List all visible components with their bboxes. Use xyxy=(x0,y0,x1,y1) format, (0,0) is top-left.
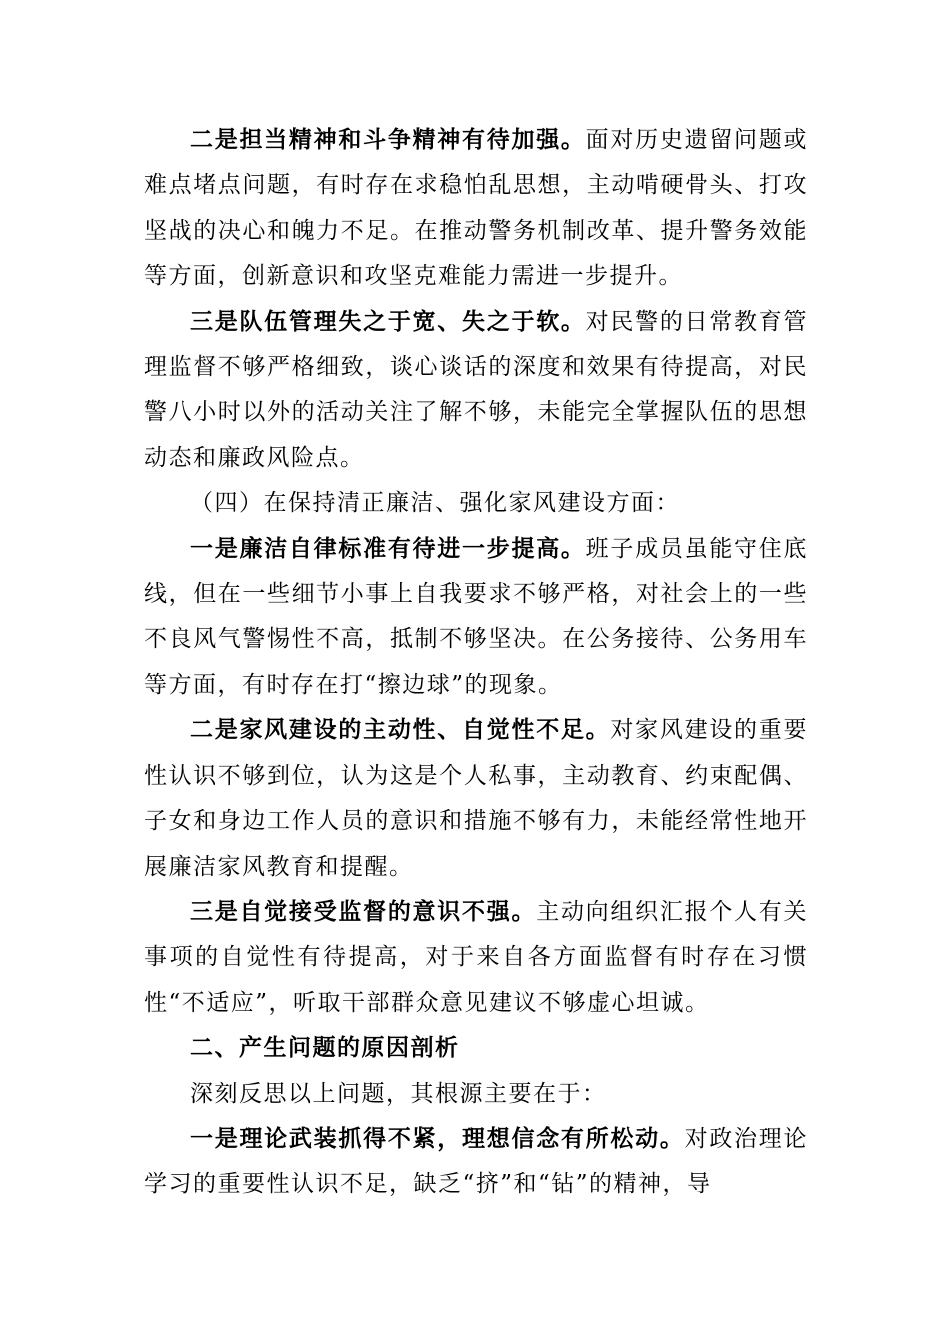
paragraph-text: 面对历史遗留问题或难点堵点问题，有时存在求稳怕乱思想，主动啃硬骨头、打攻坚战的决心和魄力不足。在推动警务机制改革、提升警务效能等方面，创新意识和攻坚克难能力需进一步提升。 xyxy=(144,127,809,290)
paragraph-lead: 一是理论武装抓得不紧，理想信念有所松动。 xyxy=(190,1125,685,1152)
paragraph-supervision xyxy=(144,890,808,1026)
paragraph-lead: 一是廉洁自律标准有待进一步提高。 xyxy=(190,535,586,562)
paragraph-lead: 二是担当精神和斗争精神有待加强。 xyxy=(190,127,586,153)
paragraph-family-ethos xyxy=(144,708,808,890)
paragraph-text: 对民警的日常教育管理监督不够严格细致，谈心谈话的深度和效果有待提高，对民警八小时以外的活动关注了解不够，未能完全掌握队伍的思想动态和廉政风险点。 xyxy=(144,308,809,471)
paragraph-text: 对政治理论学习的重要性认识不足，缺乏“挤”和“钻”的精神，导 xyxy=(144,1125,809,1198)
paragraph-team-management xyxy=(144,300,808,482)
paragraph-struggle-spirit xyxy=(144,118,808,300)
section-subheading-integrity xyxy=(144,481,808,526)
paragraph-self-discipline xyxy=(144,527,808,709)
paragraph-text: 深刻反思以上问题，其根源主要在于： xyxy=(190,1080,607,1107)
paragraph-lead: 二是家风建设的主动性、自觉性不足。 xyxy=(190,717,611,744)
heading-text: 二、产生问题的原因剖析 xyxy=(190,1035,460,1062)
paragraph-theory-study xyxy=(144,1117,808,1208)
paragraph-text: 主动向组织汇报个人有关事项的自觉性有待提高，对于来自各方面监督有时存在习惯性“不适应”，听取干部群众意见建议不够虚心坦诚。 xyxy=(144,898,809,1016)
paragraph-text: 班子成员虽能守住底线，但在一些细节小事上自我要求不够严格，对社会上的一些不良风气警惕性不高，抵制不够坚决。在公务接待、公务用车等方面，有时存在打“擦边球”的现象。 xyxy=(144,535,809,698)
paragraph-lead: 三是队伍管理失之于宽、失之于软。 xyxy=(190,308,586,335)
paragraph-text: 对家风建设的重要性认识不够到位，认为这是个人私事，主动教育、约束配偶、子女和身边工作人员的意识和措施不够有力，未能经常性地开展廉洁家风教育和提醒。 xyxy=(144,717,809,880)
section-heading-root-causes xyxy=(144,1026,808,1071)
document-body xyxy=(144,118,808,1208)
paragraph-intro-causes xyxy=(144,1072,808,1117)
paragraph-lead: 三是自觉接受监督的意识不强。 xyxy=(190,898,537,925)
subheading-text: （四）在保持清正廉洁、强化家风建设方面： xyxy=(190,490,680,517)
